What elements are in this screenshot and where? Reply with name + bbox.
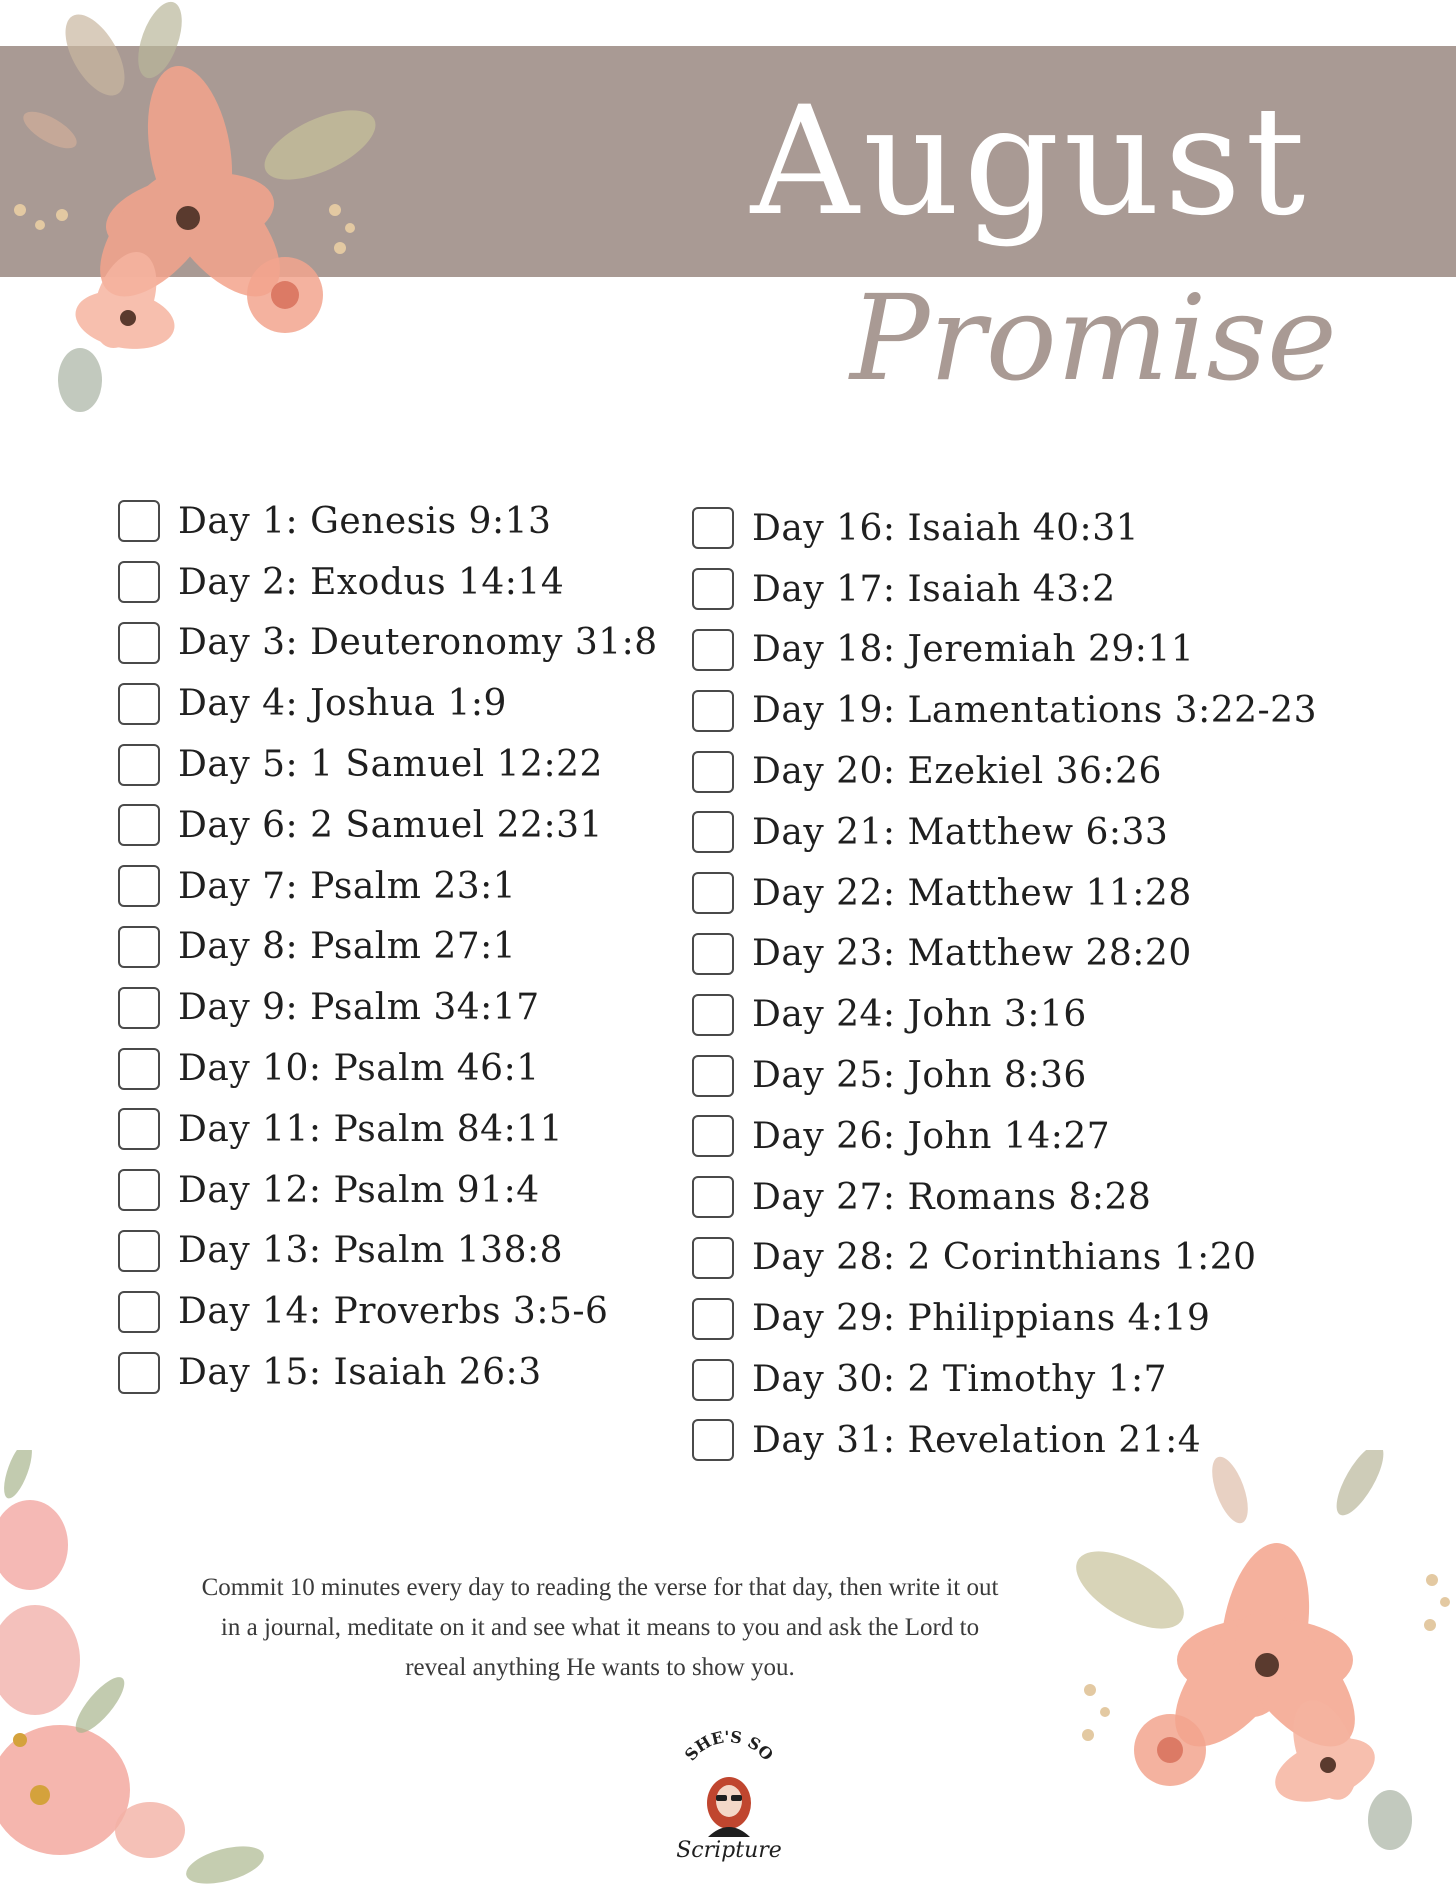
checkbox[interactable] [692,1115,734,1157]
bottom-right-floral-icon [1060,1450,1456,1885]
day-label: Day 14: Proverbs 3:5-6 [178,1291,609,1333]
checkbox[interactable] [118,1108,160,1150]
day-label: Day 24: John 3:16 [752,994,1087,1036]
day-label: Day 12: Psalm 91:4 [178,1169,540,1211]
checklist-item [692,802,1332,863]
checkbox[interactable] [118,1291,160,1333]
checklist-item [692,559,1332,620]
checklist-item [118,1281,758,1342]
logo-top-text: SHE'S SO [680,1727,778,1765]
checkbox[interactable] [692,933,734,975]
checklist-item [118,1099,758,1160]
checkbox[interactable] [692,1298,734,1340]
checklist-right [692,498,1332,1471]
checklist-item [692,1045,1332,1106]
checklist-item [692,1288,1332,1349]
checklist-item [692,1410,1332,1471]
checkbox[interactable] [692,811,734,853]
checkbox[interactable] [118,987,160,1029]
checklist-item [692,863,1332,924]
day-label: Day 13: Psalm 138:8 [178,1230,564,1272]
day-label: Day 8: Psalm 27:1 [178,926,517,968]
checklist-item [692,741,1332,802]
day-label: Day 21: Matthew 6:33 [752,811,1169,853]
instructions-line: in a journal, meditate on it and see what it means to you and ask the Lord to [220,1614,980,1641]
checkbox[interactable] [118,561,160,603]
checklist-item [118,613,758,674]
checklist-item [118,673,758,734]
checkbox[interactable] [118,865,160,907]
day-label: Day 30: 2 Timothy 1:7 [752,1359,1168,1401]
day-label: Day 2: Exodus 14:14 [178,561,565,603]
checkbox[interactable] [692,507,734,549]
woman-with-sunglasses-icon [707,1777,751,1837]
checklist-item [692,1228,1332,1289]
checklist-item [118,917,758,978]
checkbox[interactable] [692,629,734,671]
day-label: Day 27: Romans 8:28 [752,1176,1152,1218]
checkbox[interactable] [118,804,160,846]
checklist-item [118,1342,758,1403]
checklist-item [118,552,758,613]
checklist-item [118,977,758,1038]
checkbox[interactable] [692,994,734,1036]
svg-text:SHE'S SO [681,1727,777,1764]
checkbox[interactable] [692,751,734,793]
checklist-item [692,924,1332,985]
day-label: Day 19: Lamentations 3:22-23 [752,690,1317,732]
top-left-floral-icon [0,0,400,450]
checklist-item [692,498,1332,559]
checkbox[interactable] [118,1230,160,1272]
checkbox[interactable] [118,926,160,968]
checklist-item [692,620,1332,681]
checkbox[interactable] [118,683,160,725]
instructions-line: Commit 10 minutes every day to reading the verse for that day, then write it out [201,1574,999,1601]
day-label: Day 1: Genesis 9:13 [178,500,552,542]
day-label: Day 28: 2 Corinthians 1:20 [752,1237,1257,1279]
checklist-item [118,1038,758,1099]
day-label: Day 16: Isaiah 40:31 [752,507,1139,549]
checklist-item [692,984,1332,1045]
checklist-item [118,1160,758,1221]
checkbox[interactable] [118,1352,160,1394]
instructions-text [140,1568,1060,1688]
day-label: Day 4: Joshua 1:9 [178,683,507,725]
checkbox[interactable] [692,568,734,610]
day-label: Day 23: Matthew 28:20 [752,933,1192,975]
checkbox[interactable] [692,1237,734,1279]
checkbox[interactable] [118,744,160,786]
checkbox[interactable] [692,1359,734,1401]
checkbox[interactable] [118,1048,160,1090]
checklist-item [118,734,758,795]
checkbox[interactable] [692,1176,734,1218]
checkbox[interactable] [118,500,160,542]
day-label: Day 29: Philippians 4:19 [752,1298,1211,1340]
day-label: Day 31: Revelation 21:4 [752,1419,1202,1461]
checklist-item [118,856,758,917]
checkbox[interactable] [118,1169,160,1211]
logo-script-text: Scripture [676,1838,782,1863]
checkbox[interactable] [692,1419,734,1461]
page-title: August [750,75,1310,249]
checkbox[interactable] [692,1055,734,1097]
checklist-item [118,795,758,856]
day-label: Day 25: John 8:36 [752,1055,1087,1097]
checkbox[interactable] [692,872,734,914]
checklist-item [118,491,758,552]
day-label: Day 26: John 14:27 [752,1115,1111,1157]
day-label: Day 18: Jeremiah 29:11 [752,629,1195,671]
day-label: Day 3: Deuteronomy 31:8 [178,622,658,664]
day-label: Day 11: Psalm 84:11 [178,1108,564,1150]
checkbox[interactable] [692,690,734,732]
checklist-item [692,1349,1332,1410]
day-label: Day 9: Psalm 34:17 [178,987,540,1029]
checklist-item [692,680,1332,741]
day-label: Day 10: Psalm 46:1 [178,1048,540,1090]
day-label: Day 17: Isaiah 43:2 [752,568,1116,610]
brand-logo [664,1725,794,1870]
day-label: Day 20: Ezekiel 36:26 [752,751,1162,793]
day-label: Day 22: Matthew 11:28 [752,872,1192,914]
checklist-item [692,1106,1332,1167]
day-label: Day 5: 1 Samuel 12:22 [178,744,603,786]
checklist-item [692,1167,1332,1228]
day-label: Day 15: Isaiah 26:3 [178,1352,542,1394]
day-label: Day 7: Psalm 23:1 [178,865,517,907]
checklist-left [118,491,758,1403]
day-label: Day 6: 2 Samuel 22:31 [178,804,603,846]
checklist-item [118,1221,758,1282]
checkbox[interactable] [118,622,160,664]
page-subtitle: Promise [850,269,1337,407]
instructions-line: reveal anything He wants to show you. [405,1654,795,1681]
